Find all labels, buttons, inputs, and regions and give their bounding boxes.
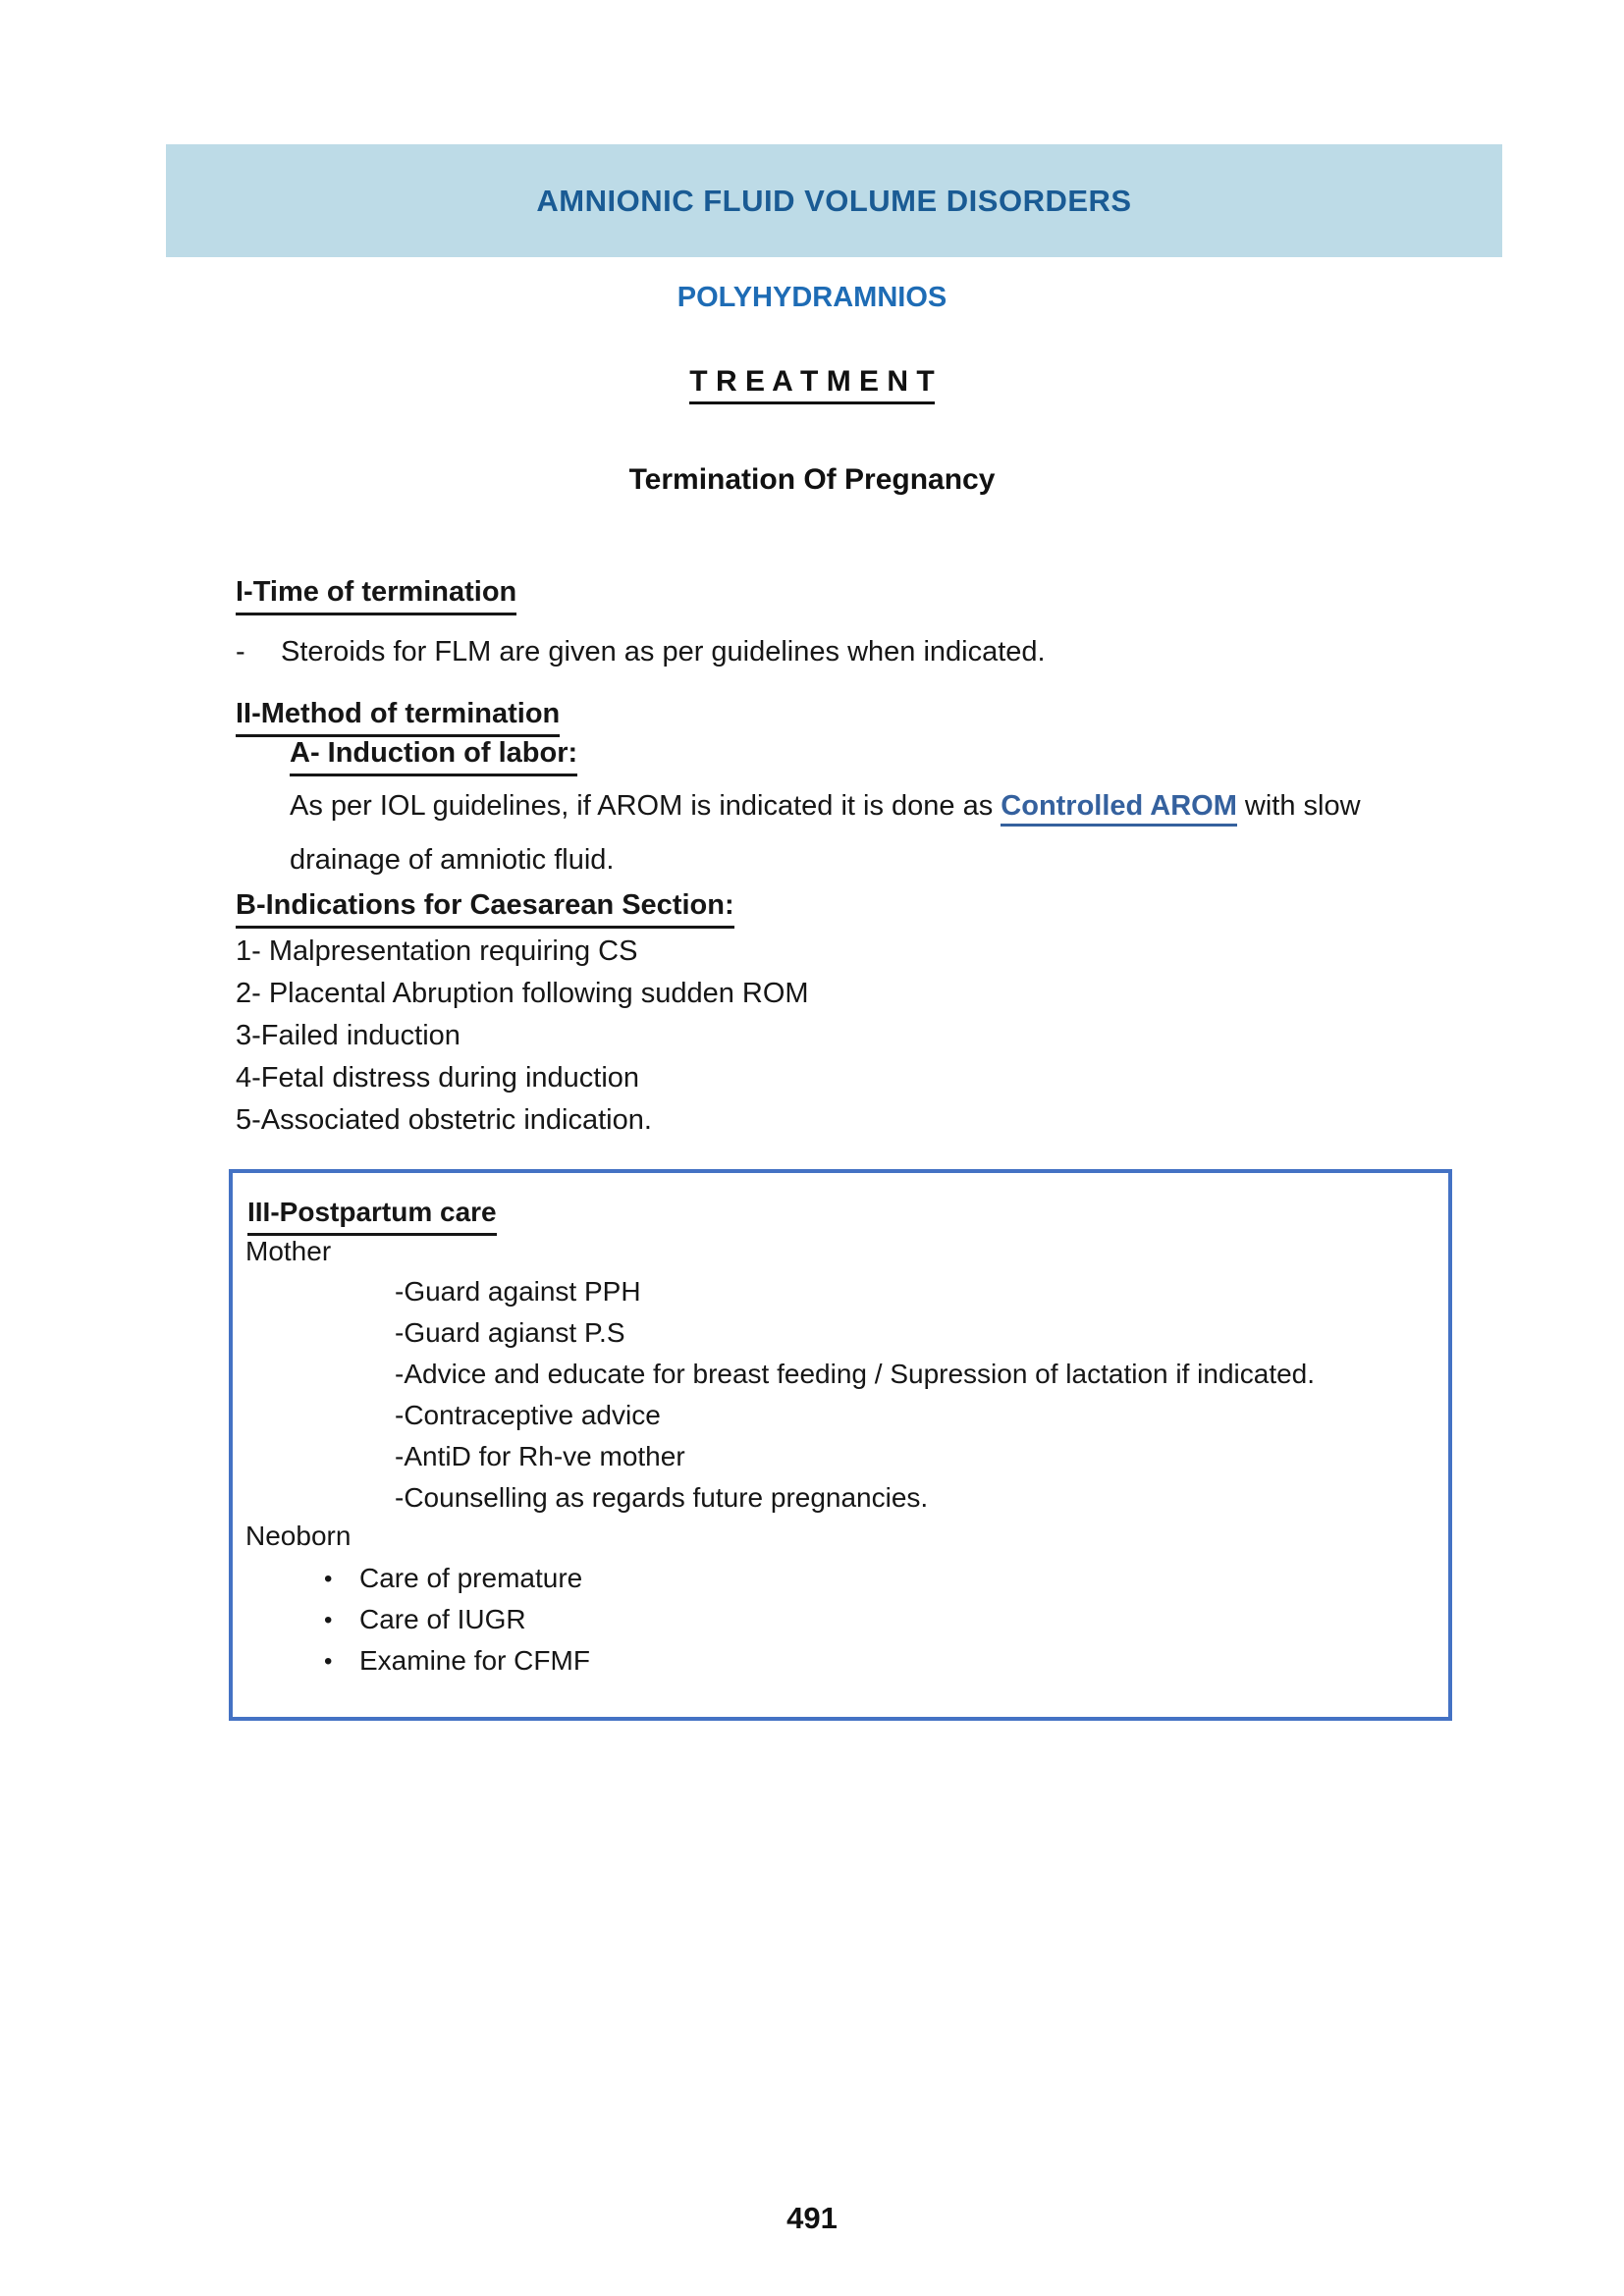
cs-indication-item: 2- Placental Abruption following sudden ROM (236, 978, 809, 1009)
controlled-arom-link[interactable]: Controlled AROM (1001, 790, 1237, 827)
neoborn-care-item-text: Care of IUGR (359, 1604, 526, 1634)
mother-label: Mother (245, 1236, 332, 1266)
section-heading-time-of-termination: I-Time of termination (236, 574, 516, 615)
induction-text-after: with slow (1236, 790, 1361, 822)
subsection-heading-induction-of-labor: A- Induction of labor: (290, 735, 577, 776)
dash-bullet: - (236, 636, 245, 667)
bullet-icon: • (324, 1648, 333, 1675)
time-termination-item-text: Steroids for FLM are given as per guidelines when indicated. (281, 636, 1046, 667)
section-heading-method-of-termination: II-Method of termination (236, 696, 560, 737)
section-heading-cs-indications: B-Indications for Caesarean Section: (236, 887, 734, 929)
cs-indication-item: 3-Failed induction (236, 1020, 460, 1051)
bullet-icon: • (324, 1566, 333, 1592)
mother-care-item: -Advice and educate for breast feeding / Supression of lactation if indicated. (395, 1359, 1316, 1389)
subtitle-polyhydramnios: POLYHYDRAMNIOS (677, 282, 947, 313)
induction-paragraph-line1 (290, 788, 1361, 824)
heading-termination-of-pregnancy: Termination Of Pregnancy (628, 463, 996, 496)
mother-care-item: -AntiD for Rh-ve mother (395, 1441, 685, 1471)
page-title: AMNIONIC FLUID VOLUME DISORDERS (536, 183, 1132, 218)
time-termination-item (236, 634, 1046, 669)
neoborn-care-item (324, 1561, 582, 1598)
mother-care-item: -Guard against PPH (395, 1276, 641, 1307)
cs-indication-item: 4-Fetal distress during induction (236, 1062, 640, 1094)
cs-indication-item: 5-Associated obstetric indication. (236, 1104, 652, 1136)
mother-care-item: -Contraceptive advice (395, 1400, 661, 1430)
title-banner (166, 144, 1502, 257)
neoborn-care-item (324, 1602, 526, 1639)
mother-care-item: -Counselling as regards future pregnancies. (395, 1482, 929, 1513)
bullet-icon: • (324, 1607, 333, 1633)
induction-text-before: As per IOL guidelines, if AROM is indicated it is done as (290, 790, 1001, 822)
mother-care-item: -Guard agianst P.S (395, 1317, 625, 1348)
heading-treatment (0, 365, 1624, 404)
neoborn-care-item-text: Examine for CFMF (359, 1645, 590, 1676)
page-number: 491 (786, 2201, 838, 2235)
neoborn-label: Neoborn (245, 1521, 352, 1551)
neoborn-care-item (324, 1643, 590, 1681)
cs-indication-item: 1- Malpresentation requiring CS (236, 935, 638, 967)
postpartum-care-box (229, 1169, 1452, 1721)
induction-paragraph-line2: drainage of amniotic fluid. (290, 844, 615, 876)
neoborn-care-item-text: Care of premature (359, 1563, 583, 1593)
heading-treatment-text: T R E A T M E N T (689, 365, 934, 404)
section-heading-postpartum-care: III-Postpartum care (247, 1195, 497, 1236)
